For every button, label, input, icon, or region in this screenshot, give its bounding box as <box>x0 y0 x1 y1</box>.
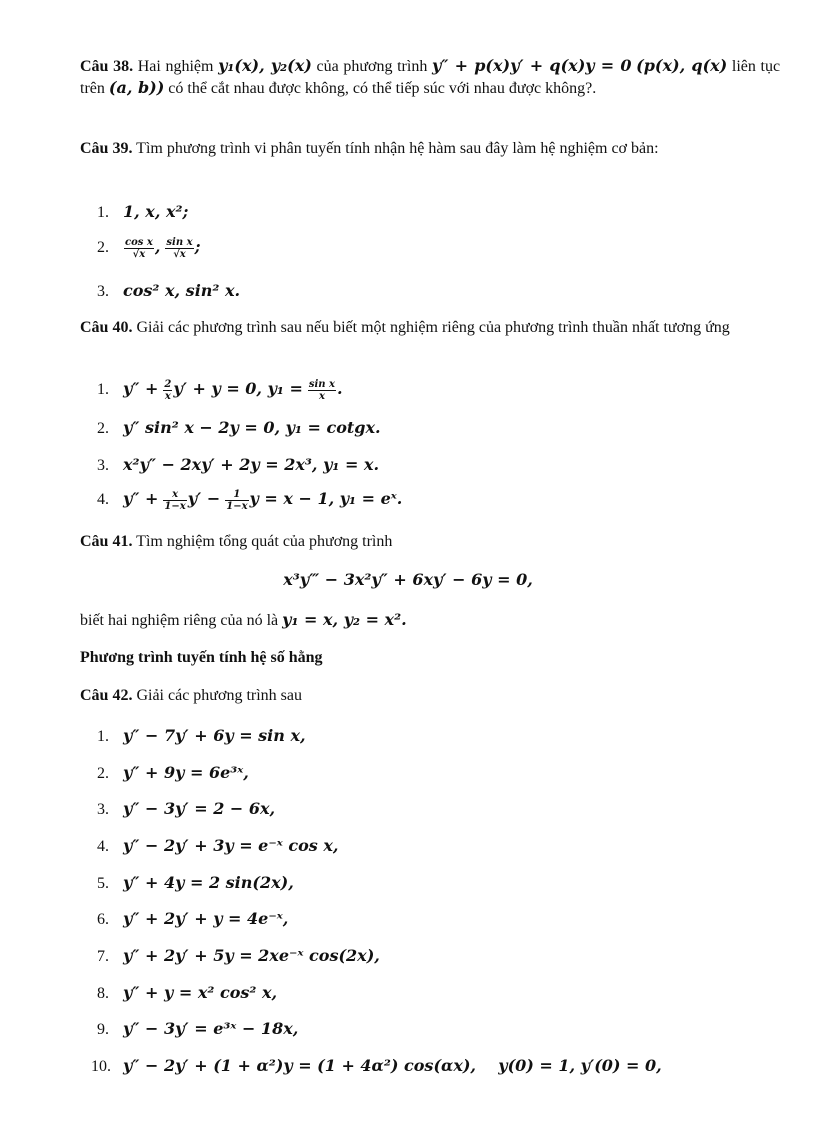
question-label: Câu 39. <box>80 140 133 157</box>
fraction <box>163 379 172 402</box>
list-item <box>97 946 380 967</box>
item-number: 10. <box>91 1058 111 1075</box>
numerator: cos x <box>125 237 153 248</box>
list-item <box>97 418 381 439</box>
math-expression: y₁(x), y₂(x) <box>218 56 312 75</box>
math-expression: y″ − 3y′ = e³ˣ − 18x, <box>123 1019 299 1038</box>
math-expression: y″ − 2y′ + 3y = e⁻ˣ cos x, <box>123 836 339 855</box>
math-expression: 1, x, x²; <box>123 202 189 221</box>
item-number: 3. <box>97 457 109 474</box>
question-text: Giải các phương trình sau <box>136 687 302 704</box>
math-expression: y″ + 2y′ + y = 4e⁻ˣ, <box>123 909 289 928</box>
denominator: √x <box>173 249 186 260</box>
question-text: Tìm phương trình vi phân tuyến tính nhận hệ hàm sau đây làm hệ nghiệm cơ bản: <box>136 140 659 157</box>
question-text: biết hai nghiệm riêng của nó là <box>80 612 279 629</box>
math-expression: y″ + 4y = 2 sin(2x), <box>123 873 294 892</box>
item-number: 8. <box>97 985 109 1002</box>
math-expression: y = x − 1, y₁ = eˣ. <box>249 489 403 509</box>
question-text: liên tục trên <box>80 58 781 97</box>
list-item <box>97 909 288 930</box>
question-text: có thể cắt nhau được không, có thể tiếp súc với nhau được không?. <box>168 80 597 97</box>
fraction <box>225 489 248 512</box>
math-expression: y″ + p(x)y′ + q(x)y = 0 <box>431 56 632 75</box>
denominator: x <box>164 391 171 402</box>
item-number: 2. <box>97 420 109 437</box>
math-expression: y″ + 9y = 6e³ˣ, <box>123 763 249 782</box>
item-number: 1. <box>97 381 109 399</box>
math-expression: y″ sin² x − 2y = 0, y₁ = cotgx. <box>123 418 381 437</box>
math-expression: y″ − 7y′ + 6y = sin x, <box>123 726 306 745</box>
numerator: 2 <box>164 379 172 390</box>
list-item <box>97 726 306 747</box>
list-item <box>97 281 240 302</box>
item-number: 7. <box>97 948 109 965</box>
math-expression: cos² x, sin² x. <box>123 281 241 300</box>
math-expression: y′ + y = 0, y₁ = <box>173 379 303 399</box>
question-39 <box>80 138 780 159</box>
math-expression: y″ − 2y′ + (1 + α²)y = (1 + 4α²) cos(αx), y(0) = 1, y′(0) = 0, <box>123 1056 662 1075</box>
item-number: 2. <box>97 765 109 782</box>
denominator: 1−x <box>226 501 248 512</box>
item-number: 4. <box>97 491 109 509</box>
numerator: 1 <box>225 489 248 501</box>
item-number: 6. <box>97 911 109 928</box>
list-item <box>97 799 275 820</box>
item-number: 2. <box>97 239 109 257</box>
item-number: 4. <box>97 838 109 855</box>
fraction <box>308 379 336 402</box>
question-text: Hai nghiệm <box>137 58 214 75</box>
denominator: 1−x <box>164 501 186 512</box>
numerator: x <box>163 489 186 501</box>
fraction <box>124 237 154 260</box>
item-number: 1. <box>97 728 109 745</box>
item-number: 5. <box>97 875 109 892</box>
math-expression: y″ + <box>123 379 159 399</box>
item-number: 9. <box>97 1021 109 1038</box>
question-text: của phương trình <box>316 58 428 75</box>
list-item <box>97 983 277 1004</box>
list-item <box>91 1056 662 1077</box>
section-heading: Phương trình tuyến tính hệ số hằng <box>80 649 323 666</box>
question-label: Câu 38. <box>80 58 134 75</box>
math-expression: (p(x), q(x) <box>636 56 728 75</box>
question-40 <box>80 317 780 338</box>
question-text: Giải các phương trình sau nếu biết một nghiệm riêng của phương trình thuần nhất tương ứng <box>136 319 730 336</box>
math-expression: y″ + y = x² cos² x, <box>123 983 278 1002</box>
item-number: 1. <box>97 204 109 221</box>
question-42 <box>80 685 780 706</box>
denominator: √x <box>132 249 146 260</box>
list-item <box>97 455 379 476</box>
list-item <box>97 489 402 512</box>
fraction <box>165 237 193 260</box>
list-item <box>97 763 249 784</box>
math-expression: x²y″ − 2xy′ + 2y = 2x³, y₁ = x. <box>123 455 380 474</box>
question-label: Câu 40. <box>80 319 133 336</box>
denominator: x <box>318 391 325 402</box>
numerator: sin x <box>166 237 193 248</box>
math-expression: y′ − <box>187 489 221 509</box>
question-label: Câu 42. <box>80 687 133 704</box>
list-item <box>97 1019 298 1040</box>
list-item <box>97 873 294 894</box>
list-item <box>97 836 338 857</box>
list-item: 1. y″ + $\frac{2}{x}$ y′ + y = 0, y₁ = $\frac{\text{sin x}}{x}$ . <box>97 379 343 402</box>
list-item <box>97 202 188 223</box>
fraction <box>163 489 186 512</box>
math-expression: y″ − 3y′ = 2 − 6x, <box>123 799 276 818</box>
math-expression: y″ + <box>123 489 159 509</box>
item-number: 3. <box>97 801 109 818</box>
question-label: Câu 41. <box>80 533 133 550</box>
math-expression: (a, b)) <box>108 78 165 97</box>
math-expression: y₁ = x, y₂ = x². <box>282 610 407 629</box>
item-number: 3. <box>97 283 109 300</box>
question-text: Tìm nghiệm tổng quát của phương trình <box>136 533 393 550</box>
numerator: sin x <box>308 379 336 390</box>
display-equation: x³y‴ − 3x²y″ + 6xy′ − 6y = 0, <box>283 570 533 589</box>
question-38 <box>80 55 780 99</box>
question-41 <box>80 531 780 552</box>
question-41-continued <box>80 609 780 631</box>
math-expression: y″ + 2y′ + 5y = 2xe⁻ˣ cos(2x), <box>123 946 380 965</box>
list-item: 2. $\frac{\text{cos x}}{√x}$ , $\frac{\text{sin x}}{√x}$ ; <box>97 237 201 260</box>
